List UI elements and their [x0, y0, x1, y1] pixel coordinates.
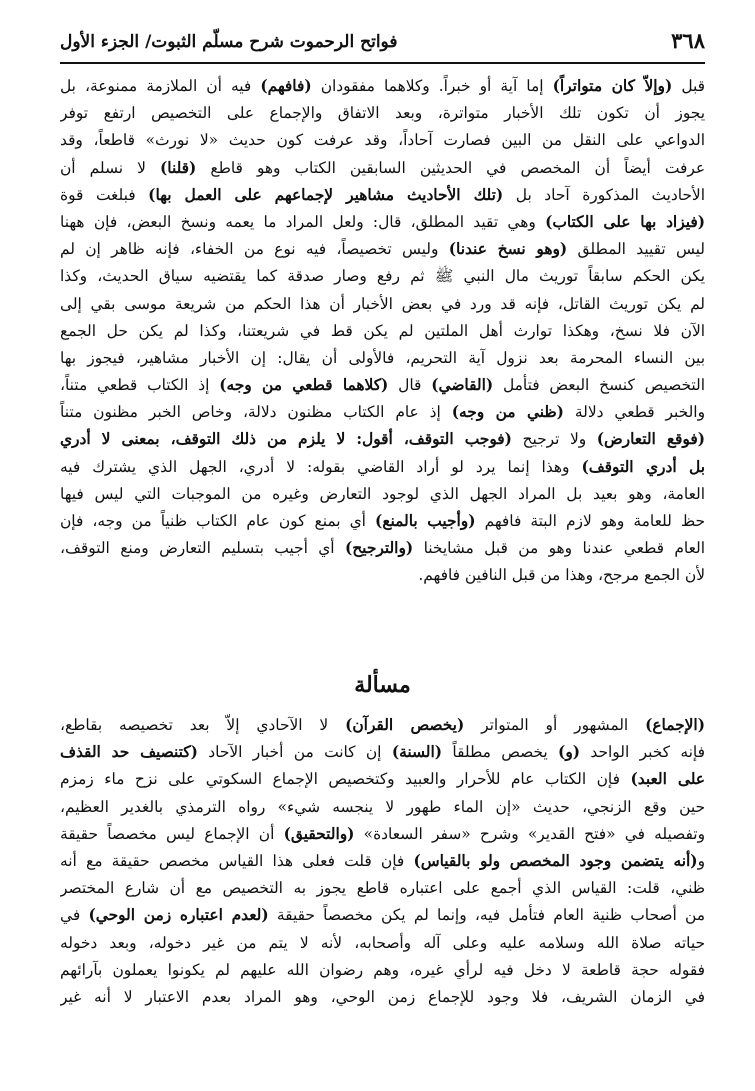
page-header — [60, 28, 705, 64]
body-text-section-2 — [60, 712, 705, 1011]
bold-text-segment: (لعدم اعتباره زمن الوحي) — [88, 906, 269, 925]
text-segment: لأن الجمع مرجح، وهذا من قبل النافين فافهم. — [418, 566, 705, 585]
text-segment: ظني، قلت: القياس الذي أجمع على اعتباره قاطع يجوز به التخصيص مع أن شارع المختصر — [60, 879, 705, 898]
bold-text-segment: (وإلاّ كان متواتراً) — [552, 77, 673, 95]
text-line — [60, 481, 705, 508]
text-segment: العامة، وهو بعيد بل المراد الجهل الذي لوجود التعارض وغيره من الموجبات التي ليس فيها — [60, 484, 705, 503]
bold-text-segment: على العبد) — [630, 770, 705, 789]
text-segment: أن الإجماع ليس مخصصاً حقيقة — [60, 824, 284, 843]
text-segment: الآن فلا نسخ، وهكذا توارث أهل الملتين لم يكن قط في شريعتنا، وكذا لم يكن حل الجمع — [60, 321, 705, 340]
text-segment: في — [60, 906, 89, 925]
page-number: ٣٦٨ — [671, 28, 705, 53]
text-line — [60, 345, 705, 372]
text-line — [60, 848, 705, 875]
text-segment: والخبر قطعي دلالة — [563, 403, 705, 422]
text-segment: المشهور أو المتواتر — [464, 716, 646, 734]
bold-text-segment: (فيزاد بها على الكتاب) — [545, 212, 705, 231]
bold-text-segment: (الإجماع) — [645, 716, 705, 734]
text-segment: يخصص مطلقاً — [442, 743, 559, 762]
text-segment: فقوله حجة قاطعة لا دخل فيه لرأي غيره، وهم رضوان الله عليهم لم يكونوا يعملون بآرائهم — [60, 960, 705, 979]
text-segment: قبل — [672, 77, 705, 95]
text-line — [60, 712, 705, 739]
text-segment: فإن الكتاب عام للأحرار والعبيد وكتخصيص الإجماع السكوتي على نزح ماء زمزم — [60, 770, 631, 789]
bold-text-segment: (وهو نسخ عندنا) — [448, 240, 568, 259]
text-line — [60, 454, 705, 481]
bold-text-segment: (يخصص القرآن) — [345, 716, 465, 734]
text-segment: بين النساء المحرمة بعد نزول آية التحريم، فالأولى أن يقال: إن الأخبار مشاهير، فيجوز بها — [60, 348, 705, 367]
text-segment: فإنه كخبر الواحد — [580, 743, 705, 762]
text-line — [60, 73, 705, 100]
text-segment: في الزمان الشريف، فلا وجود للإجماع زمن الوحي، وهو المراد بعدم الاعتبار لا أنه غير — [60, 987, 705, 1006]
text-line — [60, 182, 705, 209]
text-line — [60, 794, 705, 821]
text-segment: و — [697, 851, 705, 870]
text-segment: أي بمنع كون عام الكتاب ظنياً من وجه، فإن — [60, 512, 376, 530]
text-line — [60, 984, 705, 1011]
text-segment: أي أجيب بتسليم التعارض ومنع التوقف، — [60, 539, 345, 558]
text-line — [60, 562, 705, 589]
text-segment: يجوز أن تكون تلك الأخبار متواترة، وبعد الاتفاق والإجماع على التخصيص ارتفع توفر — [60, 104, 705, 123]
text-segment: وليس تخصيصاً، فيه نوع من الخفاء، فإنه ظاهر إن لم — [60, 240, 449, 259]
bold-text-segment: (و) — [558, 743, 581, 762]
text-line — [60, 399, 705, 426]
text-line — [60, 318, 705, 345]
bold-text-segment: (ظني من وجه) — [451, 403, 564, 422]
bold-text-segment: (والترجيح) — [344, 539, 414, 558]
text-segment: حظ للعامة وهو لازم البتة فافهم — [475, 512, 705, 530]
bold-text-segment: (القاضي) — [431, 376, 494, 395]
text-segment: يكن الحكم سابقاً توريث مال النبي ﷺ ثم رفع وصار صدقة كما يقتضيه سياق الحديث، وكذا — [60, 267, 705, 286]
text-line — [60, 508, 705, 535]
bold-text-segment: (أنه يتضمن وجود المخصص ولو بالقياس) — [413, 851, 698, 870]
section-heading: مسألة — [354, 672, 411, 698]
bold-text-segment: (والتحقيق) — [283, 824, 355, 843]
text-segment: عرفت أيضاً أن المخصص في الحديثين السابقين الكتاب وهو قاطع — [196, 158, 705, 177]
body-text-section-1 — [60, 73, 705, 590]
bold-text-segment: (فوجب التوقف، أقول: لا يلزم من ذلك التوقف، بمعنى لا أدري — [60, 430, 512, 449]
bold-text-segment: (السنة) — [391, 743, 443, 762]
text-line — [60, 263, 705, 290]
text-segment: لا نسلم أن — [60, 158, 160, 177]
text-segment: وهذا إنما يرد لو أراد القاضي بقوله: لا أدري، الجهل الذي يشترك فيه — [60, 457, 582, 476]
text-segment: وتفصيله في «فتح القدير» وشرح «سفر السعادة» — [354, 824, 705, 843]
text-segment: التخصيص كنسخ البعض فتأمل — [493, 376, 705, 395]
text-segment: ولا ترجيح — [511, 430, 597, 449]
text-line — [60, 930, 705, 957]
bold-text-segment: (فافهم) — [260, 77, 312, 95]
bold-text-segment: (تلك الأحاديث مشاهير لإجماعهم على العمل بها) — [148, 185, 504, 204]
bold-text-segment: (فوقع التعارض) — [596, 430, 705, 449]
bold-text-segment: (كلاهما قطعي من وجه) — [219, 376, 389, 395]
text-segment: وهي تقيد المطلق، قال: ولعل المراد ما يعمه ونسخ البعض، فإن ههنا — [60, 212, 546, 231]
text-line — [60, 236, 705, 263]
text-segment: فبلغت قوة — [60, 185, 149, 204]
text-line — [60, 209, 705, 236]
text-line — [60, 821, 705, 848]
text-line — [60, 100, 705, 127]
text-segment: العام قطعي عندنا وهو من قبل مشايخنا — [413, 539, 705, 558]
text-segment: ليس تقييد المطلق — [567, 240, 705, 259]
text-segment: إما آية أو خبراً. وكلاهما مفقودان — [311, 77, 553, 95]
text-line — [60, 957, 705, 984]
text-segment: الأحاديث المذكورة آحاد بل — [503, 185, 705, 204]
running-title: فواتح الرحموت شرح مسلّم الثبوت/ الجزء الأول — [60, 32, 398, 52]
text-segment: إذ الكتاب قطعي متناً، — [60, 376, 220, 395]
text-line — [60, 766, 705, 793]
text-line — [60, 535, 705, 562]
text-line — [60, 127, 705, 154]
text-segment: قال — [388, 376, 432, 395]
text-line — [60, 739, 705, 766]
text-line — [60, 372, 705, 399]
text-segment: إذ عام الكتاب مظنون دلالة، وخاص الخبر مظنون متناً — [60, 403, 452, 422]
text-segment: إن كانت من أخبار الآحاد — [197, 743, 392, 762]
bold-text-segment: (كتنصيف حد القذف — [60, 743, 198, 762]
text-line — [60, 155, 705, 182]
text-segment: فإن قلت فعلى هذا القياس مخصص حقيقة مع أنه — [60, 851, 414, 870]
text-segment: لم يكن توريث القاتل، فإنه قد ورد في بعض الأخبار أن هذا الحكم من شريعة موسى بقي إلى — [60, 294, 705, 313]
text-line — [60, 291, 705, 318]
bold-text-segment: (قلنا) — [159, 158, 197, 177]
text-line — [60, 875, 705, 902]
text-segment: لا الآحادي إلاّ بعد تخصيصه بقاطع، — [60, 716, 346, 734]
text-line — [60, 902, 705, 929]
text-segment: فيه أن الملازمة ممنوعة، بل — [60, 77, 261, 95]
text-segment: من أصحاب ظنية العام فتأمل فيه، وإنما لم يكن مخصصاً حقيقة — [268, 906, 705, 925]
text-segment: حياته صلاة الله وسلامه عليه وعلى آله وأصحابه، لأنه لا يتم من غير دخوله، وبعد دخوله — [60, 933, 705, 952]
text-segment: الدواعي على النقل من البين فصارت آحاداً، وقد عرفت كون حديث «لا نورث» قاطعاً، وقد — [60, 131, 705, 150]
text-segment: حين وقع الزنجي، حديث «إن الماء طهور لا ينجسه شيء» رواه الترمذي بالغدير العظيم، — [60, 797, 705, 816]
text-line — [60, 426, 705, 453]
bold-text-segment: (وأجيب بالمنع) — [375, 512, 476, 530]
bold-text-segment: بل أدري التوقف) — [581, 457, 705, 476]
